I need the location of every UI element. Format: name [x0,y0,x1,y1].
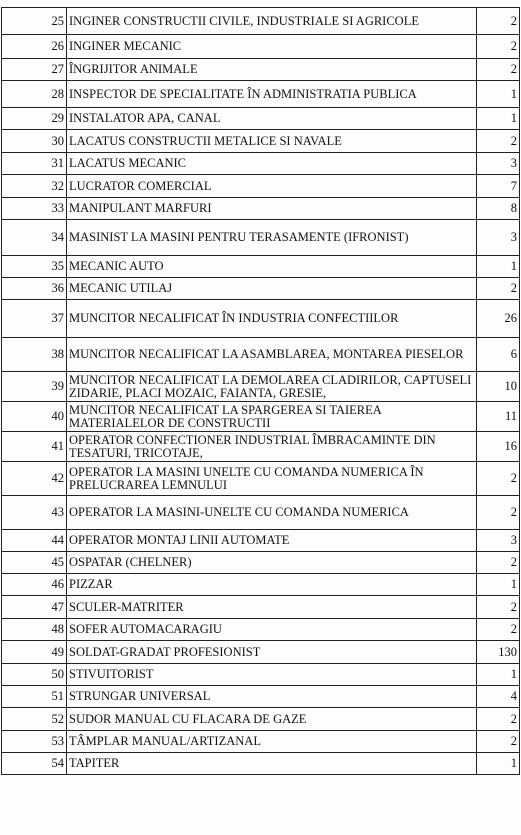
occupation-name: INGINER CONSTRUCTII CIVILE, INDUSTRIALE SI AGRICOLE [67,8,477,35]
table-row [2,81,520,108]
table-row [2,731,520,753]
row-number: 26 [2,35,67,59]
vacancy-count: 1 [477,664,520,686]
occupation-name: SOFER AUTOMACARAGIU [67,619,477,641]
vacancy-count: 1 [477,108,520,130]
jobs-table [1,7,520,775]
occupation-name: MUNCITOR NECALIFICAT LA SPARGEREA SI TAIEREA MATERIALELOR DE CONSTRUCTII [67,402,477,432]
table-row [2,402,520,432]
table-row [2,338,520,372]
occupation-name: OPERATOR CONFECTIONER INDUSTRIAL ÎMBRACAMINTE DIN TESATURI, TRICOTAJE, [67,432,477,462]
row-number: 32 [2,175,67,198]
occupation-name: MUNCITOR NECALIFICAT LA ASAMBLAREA, MONTAREA PIESELOR [67,338,477,372]
table-row [2,300,520,338]
table-row [2,278,520,300]
table-row [2,708,520,731]
vacancy-count: 1 [477,81,520,108]
row-number: 31 [2,153,67,175]
vacancy-count: 1 [477,256,520,278]
vacancy-count: 3 [477,530,520,552]
row-number: 48 [2,619,67,641]
vacancy-count: 1 [477,753,520,775]
occupation-name: STIVUITORIST [67,664,477,686]
row-number: 29 [2,108,67,130]
vacancy-count: 2 [477,708,520,731]
occupation-name: TAPITER [67,753,477,775]
occupation-name: LACATUS MECANIC [67,153,477,175]
table-row [2,175,520,198]
occupation-name: MASINIST LA MASINI PENTRU TERASAMENTE (IFRONIST) [67,220,477,256]
occupation-name: INSTALATOR APA, CANAL [67,108,477,130]
row-number: 35 [2,256,67,278]
occupation-name: MUNCITOR NECALIFICAT ÎN INDUSTRIA CONFECTIILOR [67,300,477,338]
table-row [2,462,520,496]
table-row [2,220,520,256]
vacancy-count: 8 [477,198,520,220]
row-number: 25 [2,8,67,35]
table-row [2,496,520,530]
table-row [2,130,520,153]
vacancy-count: 130 [477,641,520,664]
table-row [2,619,520,641]
table-row [2,372,520,402]
occupation-name: MECANIC UTILAJ [67,278,477,300]
row-number: 53 [2,731,67,753]
jobs-table-body [2,8,520,775]
occupation-name: PIZZAR [67,574,477,596]
table-row [2,530,520,552]
table-row [2,432,520,462]
vacancy-count: 2 [477,8,520,35]
row-number: 38 [2,338,67,372]
table-row [2,256,520,278]
row-number: 46 [2,574,67,596]
row-number: 51 [2,686,67,708]
occupation-name: LUCRATOR COMERCIAL [67,175,477,198]
table-row [2,596,520,619]
occupation-name: TÂMPLAR MANUAL/ARTIZANAL [67,731,477,753]
row-number: 50 [2,664,67,686]
table-row [2,574,520,596]
vacancy-count: 16 [477,432,520,462]
occupation-name: STRUNGAR UNIVERSAL [67,686,477,708]
table-row [2,753,520,775]
vacancy-count: 10 [477,372,520,402]
vacancy-count: 2 [477,596,520,619]
vacancy-count: 3 [477,153,520,175]
occupation-name: LACATUS CONSTRUCTII METALICE SI NAVALE [67,130,477,153]
vacancy-count: 2 [477,59,520,81]
vacancy-count: 2 [477,552,520,574]
vacancy-count: 2 [477,278,520,300]
row-number: 42 [2,462,67,496]
table-row [2,153,520,175]
row-number: 27 [2,59,67,81]
row-number: 47 [2,596,67,619]
row-number: 52 [2,708,67,731]
row-number: 43 [2,496,67,530]
table-row [2,552,520,574]
vacancy-count: 1 [477,574,520,596]
table-row [2,108,520,130]
vacancy-count: 2 [477,619,520,641]
occupation-name: MUNCITOR NECALIFICAT LA DEMOLAREA CLADIRILOR, CAPTUSELI ZIDARIE, PLACI MOZAIC, FAIANTA, GRESIE, [67,372,477,402]
occupation-name: MECANIC AUTO [67,256,477,278]
vacancy-count: 2 [477,35,520,59]
table-row [2,59,520,81]
table-row [2,8,520,35]
occupation-name: SCULER-MATRITER [67,596,477,619]
occupation-name: SUDOR MANUAL CU FLACARA DE GAZE [67,708,477,731]
table-row [2,686,520,708]
occupation-name: OPERATOR LA MASINI UNELTE CU COMANDA NUMERICA ÎN PRELUCRAREA LEMNULUI [67,462,477,496]
vacancy-count: 2 [477,731,520,753]
row-number: 49 [2,641,67,664]
occupation-name: SOLDAT-GRADAT PROFESIONIST [67,641,477,664]
top-edge [0,0,521,7]
vacancy-count: 2 [477,496,520,530]
occupation-name: INGINER MECANIC [67,35,477,59]
row-number: 33 [2,198,67,220]
table-row [2,35,520,59]
vacancy-count: 7 [477,175,520,198]
occupation-name: INSPECTOR DE SPECIALITATE ÎN ADMINISTRATIA PUBLICA [67,81,477,108]
row-number: 44 [2,530,67,552]
row-number: 28 [2,81,67,108]
row-number: 45 [2,552,67,574]
row-number: 40 [2,402,67,432]
row-number: 30 [2,130,67,153]
vacancy-count: 3 [477,220,520,256]
row-number: 36 [2,278,67,300]
vacancy-count: 11 [477,402,520,432]
vacancy-count: 2 [477,462,520,496]
vacancy-count: 6 [477,338,520,372]
occupation-name: OPERATOR MONTAJ LINII AUTOMATE [67,530,477,552]
table-row [2,664,520,686]
row-number: 41 [2,432,67,462]
occupation-name: OSPATAR (CHELNER) [67,552,477,574]
vacancy-count: 26 [477,300,520,338]
row-number: 37 [2,300,67,338]
occupation-name: ÎNGRIJITOR ANIMALE [67,59,477,81]
table-row [2,198,520,220]
vacancy-count: 2 [477,130,520,153]
occupation-name: OPERATOR LA MASINI-UNELTE CU COMANDA NUMERICA [67,496,477,530]
row-number: 39 [2,372,67,402]
table-row [2,641,520,664]
row-number: 34 [2,220,67,256]
occupation-name: MANIPULANT MARFURI [67,198,477,220]
row-number: 54 [2,753,67,775]
vacancy-count: 4 [477,686,520,708]
